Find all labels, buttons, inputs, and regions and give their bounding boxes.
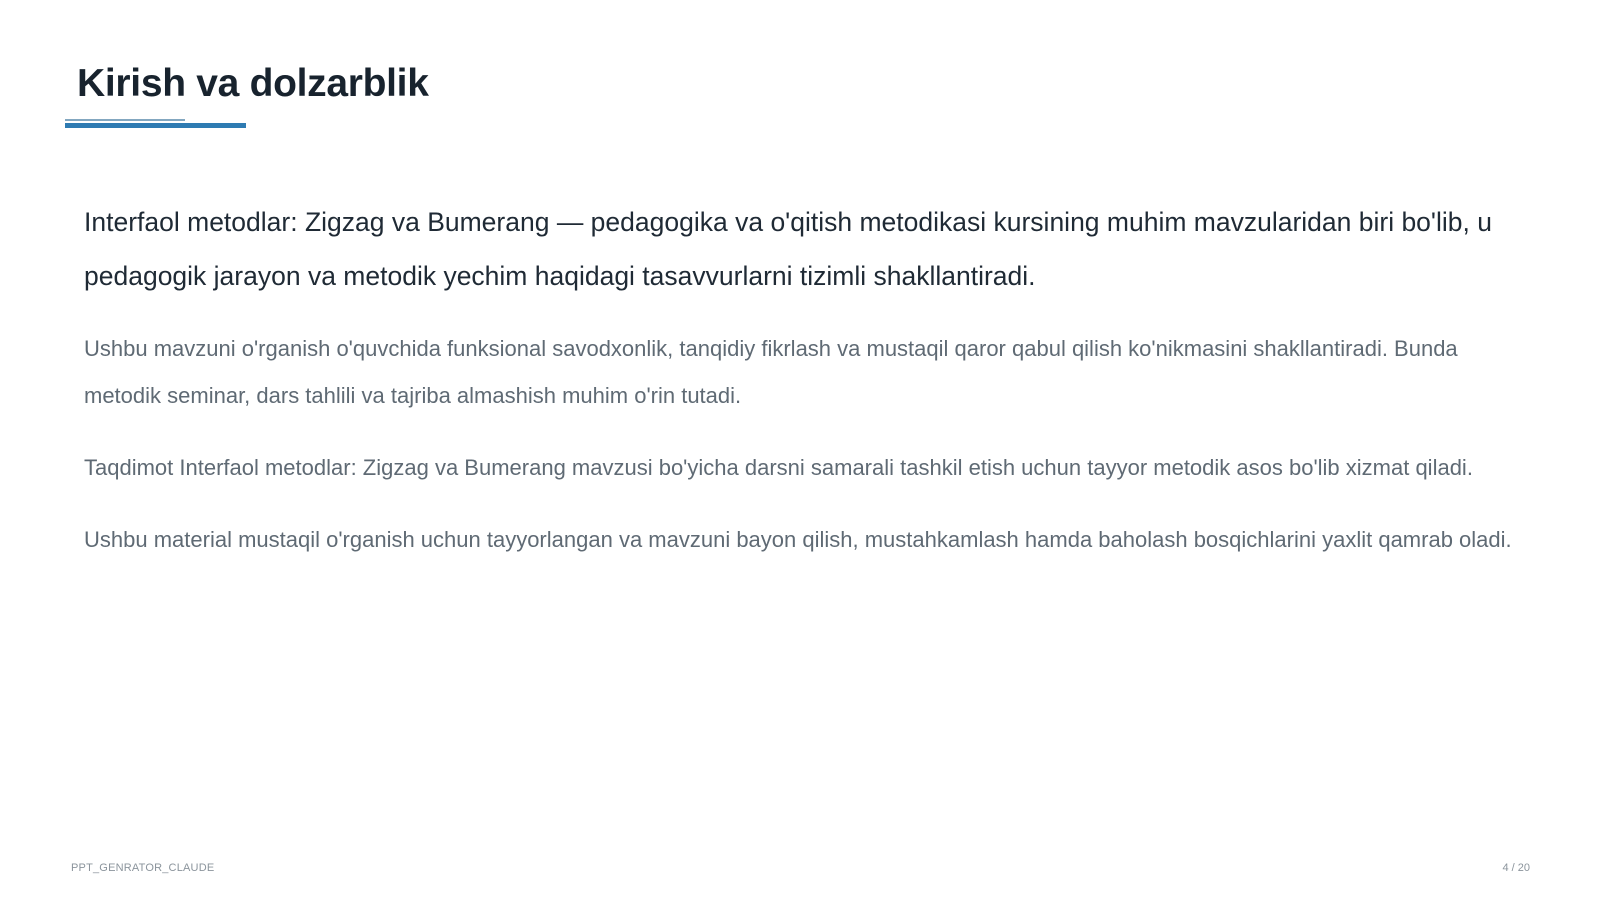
slide-title: Kirish va dolzarblik: [77, 62, 429, 105]
lead-paragraph: Interfaol metodlar: Zigzag va Bumerang — pedagogika va o'qitish metodikasi kursining muhim mavzularidan biri bo'lib, u pedagogik jarayon va metodik yechim haqidagi tasavvurlarni tizimli shakllantiradi.: [84, 207, 1492, 291]
body-paragraph-2: Taqdimot Interfaol metodlar: Zigzag va Bumerang mavzusi bo'yicha darsni samarali tashkil etish uchun tayyor metodik asos bo'lib xizmat qiladi.: [84, 455, 1473, 480]
title-underline: [65, 123, 246, 128]
page-number: 4 / 20: [1502, 862, 1530, 874]
body-paragraph-3: Ushbu material mustaqil o'rganish uchun tayyorlangan va mavzuni bayon qilish, mustahkamlash hamda baholash bosqichlarini yaxlit qamrab oladi.: [84, 527, 1512, 552]
slide-content: [84, 195, 1524, 588]
footer-brand: PPT_GENRATOR_CLAUDE: [71, 862, 215, 874]
body-paragraph-1: Ushbu mavzuni o'rganish o'quvchida funksional savodxonlik, tanqidiy fikrlash va mustaqil qaror qabul qilish ko'nikmasini shakllantiradi. Bunda metodik seminar, dars tahlili va tajriba almashish muhim o'rin tutadi.: [84, 336, 1458, 408]
title-underline-shadow: [65, 119, 185, 121]
